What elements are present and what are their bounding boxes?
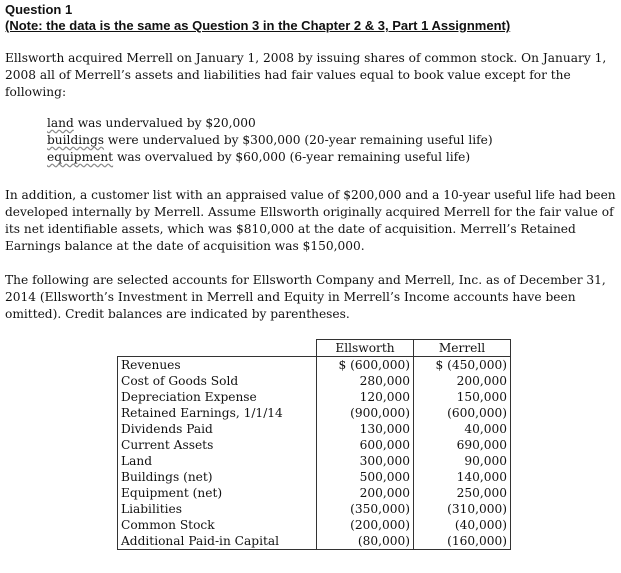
table-row xyxy=(118,405,511,421)
document xyxy=(5,2,617,323)
account-name: Retained Earnings, 1/1/14 xyxy=(118,405,317,421)
adjustment-text: was overvalued by $60,000 (6-year remaining useful life) xyxy=(113,150,471,164)
table-row xyxy=(118,421,511,437)
adjustment-text: were undervalued by $300,000 (20-year remaining useful life) xyxy=(104,133,493,147)
account-name: Equipment (net) xyxy=(118,485,317,501)
table-row xyxy=(118,357,511,374)
ellsworth-value: (200,000) xyxy=(317,517,414,533)
ellsworth-value: (80,000) xyxy=(317,533,414,550)
table-row xyxy=(118,437,511,453)
merrell-value: (40,000) xyxy=(414,517,511,533)
table-header-row xyxy=(118,340,511,357)
merrell-value: 90,000 xyxy=(414,453,511,469)
table-row xyxy=(118,453,511,469)
ellsworth-value: $ (600,000) xyxy=(317,357,414,374)
adjustment-item: equipment xyxy=(47,150,114,164)
ellsworth-value: (900,000) xyxy=(317,405,414,421)
question-note: (Note: the data is the same as Question 3 in the Chapter 2 & 3, Part 1 Assignment) xyxy=(5,18,511,33)
ellsworth-value: 120,000 xyxy=(317,389,414,405)
adjustment-item: buildings xyxy=(47,133,105,147)
merrell-value: (160,000) xyxy=(414,533,511,550)
accounts-intro-paragraph: The following are selected accounts for Ellsworth Company and Merrell, Inc. as of December 31, 2014 (Ellsworth’s Investment in Merrell and Equity in Merrell’s Income accounts have been omitted). Credit balances are indicated by parentheses. xyxy=(5,273,606,321)
table-row xyxy=(118,373,511,389)
account-name: Additional Paid-in Capital xyxy=(118,533,317,550)
fair-value-adjustments-list xyxy=(47,115,617,166)
header-blank xyxy=(118,340,317,357)
merrell-value: $ (450,000) xyxy=(414,357,511,374)
merrell-value: 250,000 xyxy=(414,485,511,501)
table-row xyxy=(118,485,511,501)
table-row xyxy=(118,533,511,550)
table-row xyxy=(118,517,511,533)
account-name: Cost of Goods Sold xyxy=(118,373,317,389)
list-item xyxy=(47,149,617,166)
account-name: Land xyxy=(118,453,317,469)
merrell-value: (600,000) xyxy=(414,405,511,421)
ellsworth-value: 130,000 xyxy=(317,421,414,437)
adjustment-text: was undervalued by $20,000 xyxy=(73,116,256,130)
ellsworth-value: (350,000) xyxy=(317,501,414,517)
ellsworth-value: 280,000 xyxy=(317,373,414,389)
account-name: Depreciation Expense xyxy=(118,389,317,405)
merrell-value: 40,000 xyxy=(414,421,511,437)
merrell-value: 150,000 xyxy=(414,389,511,405)
ellsworth-value: 200,000 xyxy=(317,485,414,501)
header-merrell: Merrell xyxy=(414,340,511,357)
account-name: Liabilities xyxy=(118,501,317,517)
account-name: Dividends Paid xyxy=(118,421,317,437)
list-item xyxy=(47,115,617,132)
intro-paragraph: Ellsworth acquired Merrell on January 1, 2008 by issuing shares of common stock. On January 1, 2008 all of Merrell’s assets and liabilities had fair values equal to book value except for the following: xyxy=(5,51,607,99)
table-row xyxy=(118,501,511,517)
question-title: Question 1 xyxy=(5,2,73,17)
header-ellsworth: Ellsworth xyxy=(317,340,414,357)
customer-list-paragraph: In addition, a customer list with an appraised value of $200,000 and a 10-year useful life had been developed internally by Merrell. Assume Ellsworth originally acquired Merrell for the fair value of its net identifiable assets, which was $810,000 at the date of acquisition. Merrell’s Retained Earnings balance at the date of acquisition was $150,000. xyxy=(5,188,616,253)
merrell-value: 140,000 xyxy=(414,469,511,485)
account-name: Common Stock xyxy=(118,517,317,533)
ellsworth-value: 300,000 xyxy=(317,453,414,469)
account-name: Current Assets xyxy=(118,437,317,453)
account-name: Buildings (net) xyxy=(118,469,317,485)
ellsworth-value: 500,000 xyxy=(317,469,414,485)
merrell-value: 690,000 xyxy=(414,437,511,453)
merrell-value: (310,000) xyxy=(414,501,511,517)
accounts-table xyxy=(117,339,511,550)
ellsworth-value: 600,000 xyxy=(317,437,414,453)
merrell-value: 200,000 xyxy=(414,373,511,389)
account-name: Revenues xyxy=(118,357,317,374)
list-item xyxy=(47,132,617,149)
adjustment-item: land xyxy=(47,116,74,130)
table-row xyxy=(118,389,511,405)
table-row xyxy=(118,469,511,485)
